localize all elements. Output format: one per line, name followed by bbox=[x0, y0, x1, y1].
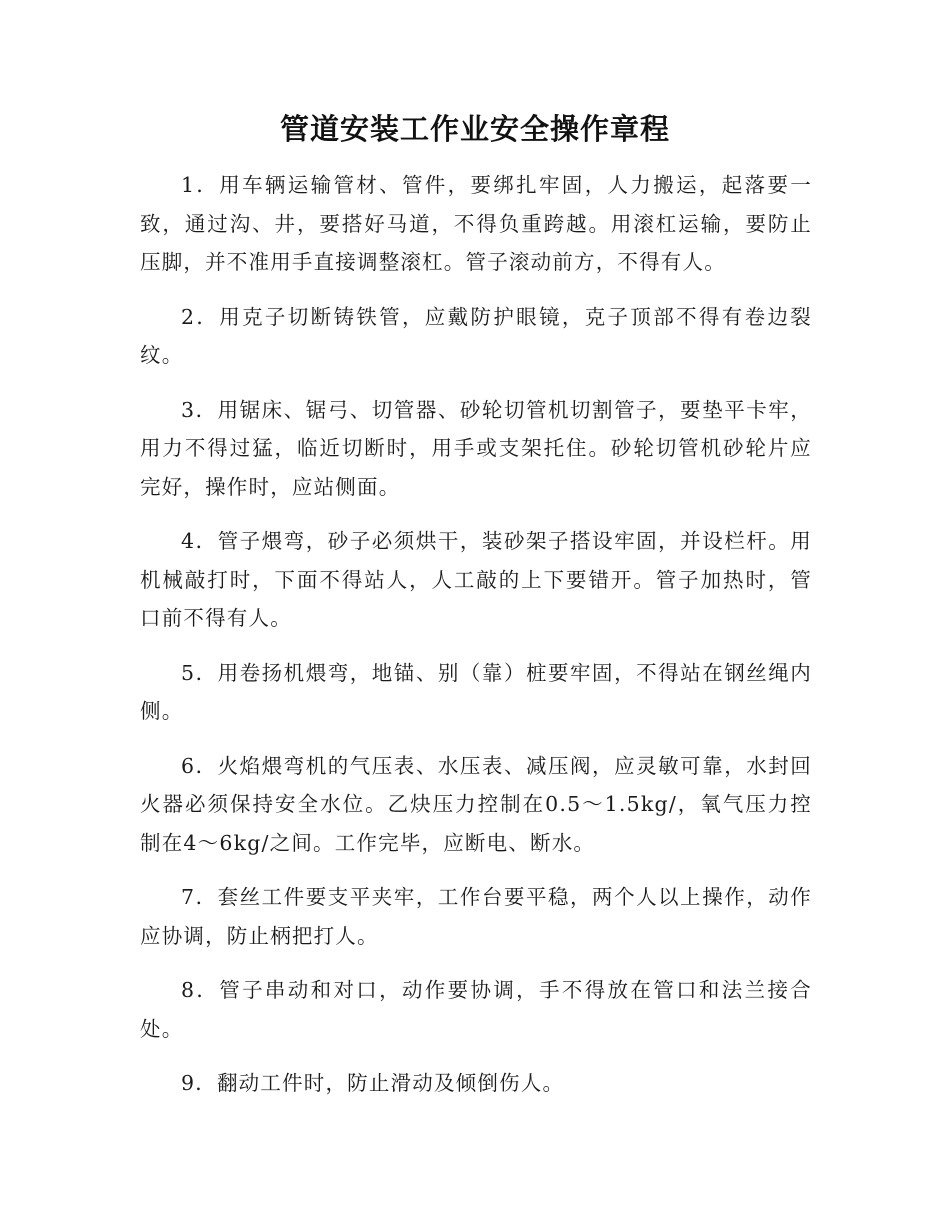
paragraph-7: 7．套丝工件要支平夹牢，工作台要平稳，两个人以上操作，动作应协调，防止柄把打人。 bbox=[140, 885, 812, 948]
paragraph-8: 8．管子串动和对口，动作要协调，手不得放在管口和法兰接合处。 bbox=[140, 978, 812, 1041]
paragraph-3: 3．用锯床、锯弓、切管器、砂轮切管机切割管子，要垫平卡牢，用力不得过猛，临近切断时，用手或支架托住。砂轮切管机砂轮片应完好，操作时，应站侧面。 bbox=[140, 397, 812, 499]
paragraph-2: 2．用克子切断铸铁管，应戴防护眼镜，克子顶部不得有卷边裂纹。 bbox=[140, 304, 812, 367]
paragraph-4: 4．管子煨弯，砂子必须烘干，装砂架子搭设牢固，并设栏杆。用机械敲打时，下面不得站人，人工敲的上下要错开。管子加热时，管口前不得有人。 bbox=[140, 529, 812, 630]
paragraph-9: 9．翻动工件时，防止滑动及倾倒伤人。 bbox=[181, 1071, 565, 1095]
paragraph-1: 1．用车辆运输管材、管件，要绑扎牢固，人力搬运，起落要一致，通过沟、井，要搭好马道，不得负重跨越。用滚杠运输，要防止压脚，并不准用手直接调整滚杠。管子滚动前方，不得有人。 bbox=[140, 173, 812, 274]
paragraph-5: 5．用卷扬机煨弯，地锚、别（靠）桩要牢固，不得站在钢丝绳内侧。 bbox=[140, 660, 812, 723]
document-body bbox=[140, 166, 812, 1119]
paragraph-6: 6．火焰煨弯机的气压表、水压表、减压阀，应灵敏可靠，水封回火器必须保持安全水位。乙炔压力控制在0.5～1.5kg/，氧气压力控制在4～6kg/之间。工作完毕，应断电、断水。 bbox=[140, 753, 812, 855]
document-title: 管道安装工作业安全操作章程 bbox=[279, 112, 670, 146]
